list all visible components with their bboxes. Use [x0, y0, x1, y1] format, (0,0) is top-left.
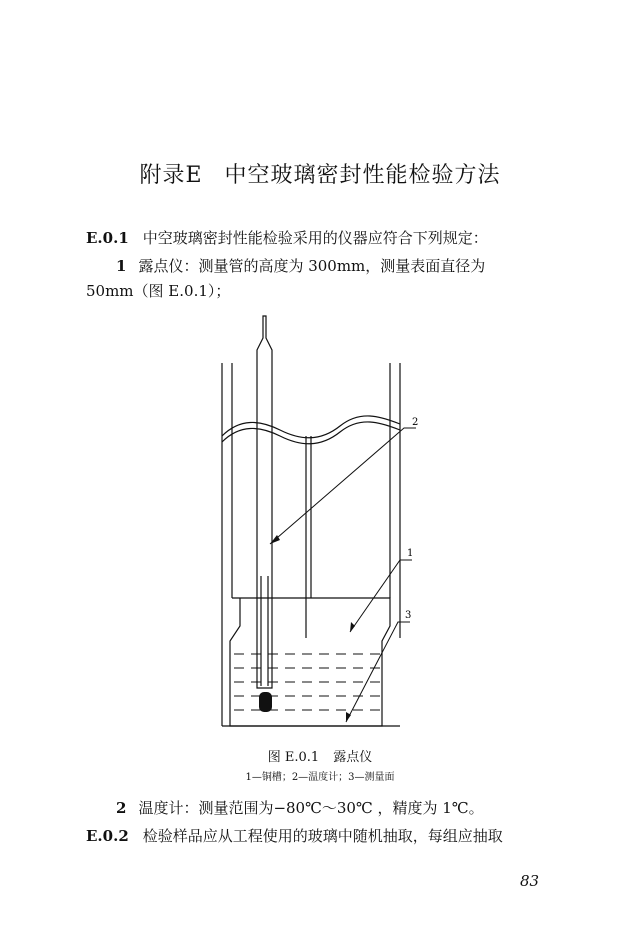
- callout-1: 1: [407, 548, 414, 559]
- clause-text: 中空玻璃密封性能检验采用的仪器应符合下列规定：: [142, 229, 488, 247]
- item-text: 露点仪：测量管的高度为 300mm，测量表面直径为: [138, 257, 486, 275]
- thermometer-tube: [257, 316, 272, 688]
- item-number: 2: [116, 799, 127, 817]
- clause-text: 检验样品应从工程使用的玻璃中随机抽取，每组应抽取: [142, 827, 503, 845]
- figure-caption-name: 露点仪: [333, 750, 373, 765]
- figure-caption-id: 图 E.0.1: [267, 750, 320, 765]
- item-1: [116, 256, 485, 276]
- break-line-top: [222, 416, 400, 438]
- clause-number: E.0.2: [86, 827, 129, 845]
- clause-e01: [86, 228, 488, 248]
- leader-2: [270, 428, 416, 544]
- clause-e02: [86, 826, 503, 846]
- item-1-continuation: 50mm（图 E.0.1）；: [86, 282, 231, 300]
- thermometer-bulb: [259, 692, 272, 712]
- dew-point-meter-figure: [200, 308, 440, 748]
- appendix-name: 中空玻璃密封性能检验方法: [224, 163, 501, 188]
- figure-legend: 1—铜槽；2—温度计；3—测量面: [245, 772, 395, 783]
- callout-3: 3: [405, 610, 412, 621]
- page-number: 83: [520, 872, 540, 890]
- item-number: 1: [116, 257, 127, 275]
- item-2: [116, 798, 484, 818]
- clause-number: E.0.1: [86, 229, 129, 247]
- leader-1: [350, 560, 412, 632]
- copper-cup: [230, 598, 390, 726]
- callout-2: 2: [412, 417, 419, 428]
- appendix-title: [0, 158, 640, 189]
- figure-caption: [0, 746, 640, 765]
- liquid-level-dashes: [234, 654, 380, 710]
- appendix-label: 附录E: [139, 163, 203, 188]
- item-text: 温度计：测量范围为−80℃～30℃ ，精度为 1℃。: [138, 799, 484, 817]
